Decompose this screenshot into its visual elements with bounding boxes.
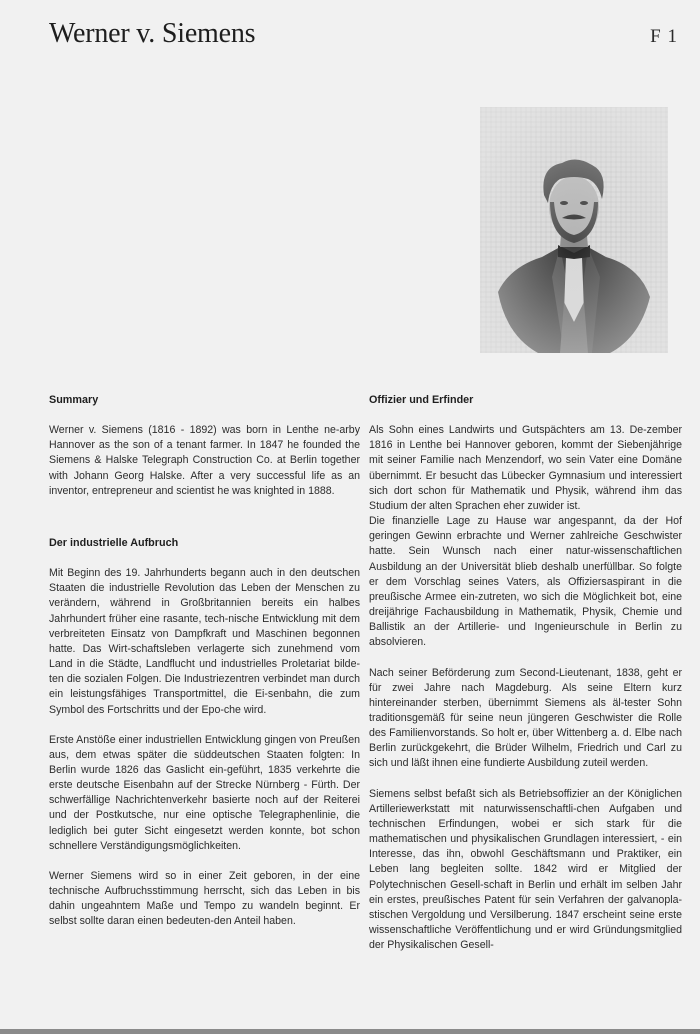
paragraph: Nach seiner Beförderung zum Second-Lieutenant, 1838, geht er für zwei Jahre nach Magdeburg. Als seine Eltern kurz hintereinander sterben, übernimmt Siemens als äl-tester Sohn traditionsgemäß für seine neun jüngeren Geschwister die Rolle des Familienvorstands. So holt er, über Wittenberg a. d. Elbe nach Berlin zurückgekehrt, die Brüder Wilhelm, Friedrich und Carl zu sich und läßt ihnen eine fundierte Ausbildung zuteil werden.: [369, 666, 682, 770]
paragraph: Mit Beginn des 19. Jahrhunderts begann auch in den deutschen Staaten die industrielle Revolution das Leben der Menschen zu verändern, während in Großbritannien bereits ein halbes Jahrhundert früher eine rasante, tech-nische Entwicklung mit dem verbreiteten Einsatz von Dampfkraft und Maschinen begonnen hatte. Das Wirt-schaftsleben verlagerte sich zunehmend vom Land in die Städte, Landflucht und industrielles Proletariat bilde-ten die sozialen Folgen. Die Industriezentren verbindet man durch ein leistungsfähiges Transportmittel, die Ei-senbahn, die zum Symbol des Fortschritts und der Epo-che wird.: [49, 567, 360, 716]
section-heading-industrial: Der industrielle Aufbruch: [49, 536, 179, 549]
paragraph: Werner Siemens wird so in einer Zeit geboren, in der eine technische Aufbruchsstimmung herrscht, sich das Leben in bis dahin ungeahntem Maße und Tempo zu wandeln beginnt. Er selbst sollte daran einen bedeuten-den Anteil haben.: [49, 869, 360, 928]
page-title: Werner v. Siemens: [49, 18, 256, 49]
paragraph: Erste Anstöße einer industriellen Entwicklung gingen von Preußen aus, dem etwas später die süddeutschen Staaten folgten: In Berlin wurde 1826 das Gaslicht ein-geführt, 1835 verkehrte die erste deutsche Eisenbahn auf der Strecke Nürnberg - Fürth. Der schwerfällige Nachrichtenverkehr basierte noch auf der Reiterei und der Postkutsche, nur eine optische Telegraphenlinie, die lediglich bei guter Sicht eingesetzt werden konnte, bot schon schnellere Verständigungsmöglichkeiten.: [49, 733, 360, 852]
scan-edge-divider: [0, 1029, 700, 1034]
left-column: [49, 393, 360, 945]
paragraph: Die finanzielle Lage zu Hause war angespannt, da der Hof geringen Gewinn erbrachte und Werner zahlreiche Geschwister hatte. Sein Wunsch nach einer natur-wissenschaftlichen Ausbildung an der Universität blieb deshalb unerfüllbar. So folgte er dem Vorschlag seines Vaters, als Offiziersaspirant in die preußische Armee ein-zutreten, wo sich die Möglichkeit bot, eine dreijährige Fachausbildung in Mathematik, Physik, Chemie und Ballistik an der Artillerie- und Ingenieurschule in Berlin zu absolvieren.: [369, 515, 682, 649]
paragraph: Siemens selbst befaßt sich als Betriebsoffizier an der Königlichen Artilleriewerkstatt mit naturwissenschaftli-chen Aufgaben und technischen Erfindungen, wobei er sich stark für die mathematischen und physikalischen Grundlagen interessiert, - ein Interesse, das ihn, obwohl Geschäftsmann und Praktiker, ein Leben lang begleiten sollte. 1842 wird er Mitglied der Polytechnischen Gesell-schaft in Berlin und erhält im selben Jahr ein erstes, preußisches Patent für sein Verfahren der galvanopla-stischen Vergoldung und Versilberung. 1847 erscheint seine erste wissenschaftliche Veröffentlichung und er wird Gründungsmitglied der Physikalischen Gesell-: [369, 787, 682, 952]
paragraph: Als Sohn eines Landwirts und Gutspächters am 13. De-zember 1816 in Lenthe bei Hannover geboren, kommt der Siebenjährige mit seiner Familie nach Menzendorf, wo sein Vater eine Domäne übernimmt. Er besucht das Lübecker Gymnasium und interessiert sich dort schon für Mathematik und Physik, während ihm das Studium der alten Sprachen eher zuwider ist.: [369, 424, 682, 512]
portrait-photo: [480, 107, 668, 353]
summary-heading: Summary: [49, 394, 99, 406]
page-code: F 1: [650, 26, 678, 47]
right-column: [369, 393, 682, 968]
summary-paragraph: Werner v. Siemens (1816 - 1892) was born in Lenthe ne-arby Hannover as the son of a tenant farmer. In 1847 he founded the Siemens & Halske Telegraph Construction Co. at Berlin together with Johann Georg Halske. After a very successful life as an inventor, entrepreneur and scientist he was knighted in 1888.: [49, 424, 360, 497]
portrait-illustration-icon: [480, 107, 668, 353]
section-heading-officer: Offizier und Erfinder: [369, 394, 474, 406]
